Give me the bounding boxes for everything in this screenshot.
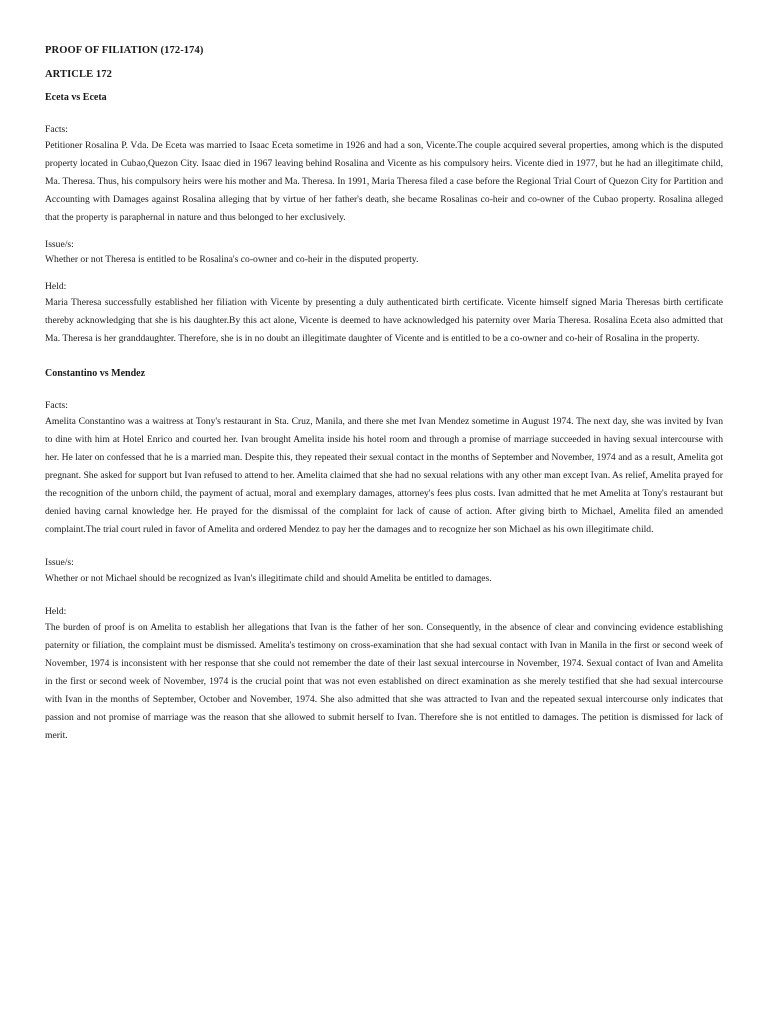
- case-title-constantino: Constantino vs Mendez: [45, 368, 146, 379]
- document-page: [45, 44, 723, 745]
- facts-label: Facts:: [45, 124, 68, 135]
- issue-paragraph: Whether or not Michael should be recognized as Ivan's illegitimate child and should Amelita be entitled to damages.: [45, 573, 492, 584]
- facts-paragraph: Amelita Constantino was a waitress at Tony's restaurant in Sta. Cruz, Manila, and there she met Ivan Mendez sometime in August 1974. The next day, she was invited by Ivan to dine with him at Hotel Enrico and courted her. Ivan brought Amelita inside his hotel room and through a promise of marriage succeeded in having sexual intercourse with her. He later on confessed that he is a married man. Despite this, they repeated their sexual contact in the months of September and November, 1974 and as a result, Amelita got pregnant. She asked for support but Ivan refused to attend to her. Amelita claimed that she had no sexual relations with any other man except Ivan. As relief, Amelita prayed for the recognition of the unborn child, the payment of actual, moral and exemplary damages, attorney's fees plus costs. Ivan admitted that he met Amelita at Tony's restaurant but denied having carnal knowledge her. He prayed for the dismissal of the complaint for lack of cause of action. After giving birth to Michael, Amelita filed an amended complaint.The trial court ruled in favor of Amelita and ordered Mendez to pay her the damages and to recognize her son Michael as his own illegitimate child.: [45, 416, 723, 535]
- issue-paragraph: Whether or not Theresa is entitled to be Rosalina's co-owner and co-heir in the disputed property.: [45, 254, 419, 265]
- held-label: Held:: [45, 606, 67, 617]
- facts-label: Facts:: [45, 400, 68, 411]
- article-heading: ARTICLE 172: [45, 69, 112, 80]
- held-label: Held:: [45, 281, 67, 292]
- issue-label: Issue/s:: [45, 239, 74, 250]
- held-paragraph: Maria Theresa successfully established her filiation with Vicente by presenting a duly authenticated birth certificate. Vicente himself signed Maria Theresas birth certificate thereby acknowledging that she is his daughter.By this act alone, Vicente is deemed to have acknowledged his paternity over Maria Theresa. Rosalina Eceta also admitted that Ma. Theresa is her granddaughter. Therefore, she is in no doubt an illegitimate daughter of Vicente and is entitled to be a co-owner and co-heir of Rosalina in the property.: [45, 297, 723, 344]
- held-paragraph: The burden of proof is on Amelita to establish her allegations that Ivan is the father of her son. Consequently, in the absence of clear and convincing evidence establishing paternity or filiation, the complaint must be dismissed. Amelita's testimony on cross-examination that she had sexual contact with Ivan in Manila in the first or second week of November, 1974 is inconsistent with her response that she could not remember the date of their last sexual intercourse in November, 1974. Sexual contact of Ivan and Amelita in the first or second week of November, 1974 is the crucial point that was not even established on direct examination as she merely testified that she had sexual intercourse with Ivan in the months of September, October and November, 1974. She also admitted that she was attracted to Ivan and the repeated sexual intercourse only indicates that passion and not promise of marriage was the reason that she allowed to submit herself to Ivan. Therefore she is not entitled to damages. The petition is dismissed for lack of merit.: [45, 622, 723, 741]
- issue-label: Issue/s:: [45, 557, 74, 568]
- case-title-eceta: Eceta vs Eceta: [45, 92, 107, 103]
- facts-paragraph: Petitioner Rosalina P. Vda. De Eceta was married to Isaac Eceta sometime in 1926 and had a son, Vicente.The couple acquired several properties, among which is the disputed property located in Cubao,Quezon City. Isaac died in 1967 leaving behind Rosalina and Vicente as his compulsory heirs. Vicente died in 1977, but he had an illegitimate child, Ma. Theresa. Thus, his compulsory heirs were his mother and Ma. Theresa. In 1991, Maria Theresa filed a case before the Regional Trial Court of Quezon City for Partition and Accounting with Damages against Rosalina alleging that by virtue of her father's death, she became Rosalinas co-heir and co-owner of the Cubao property. Rosalina alleged that the property is paraphernal in nature and thus belonged to her exclusively.: [45, 140, 723, 223]
- document-title: PROOF OF FILIATION (172-174): [45, 45, 204, 56]
